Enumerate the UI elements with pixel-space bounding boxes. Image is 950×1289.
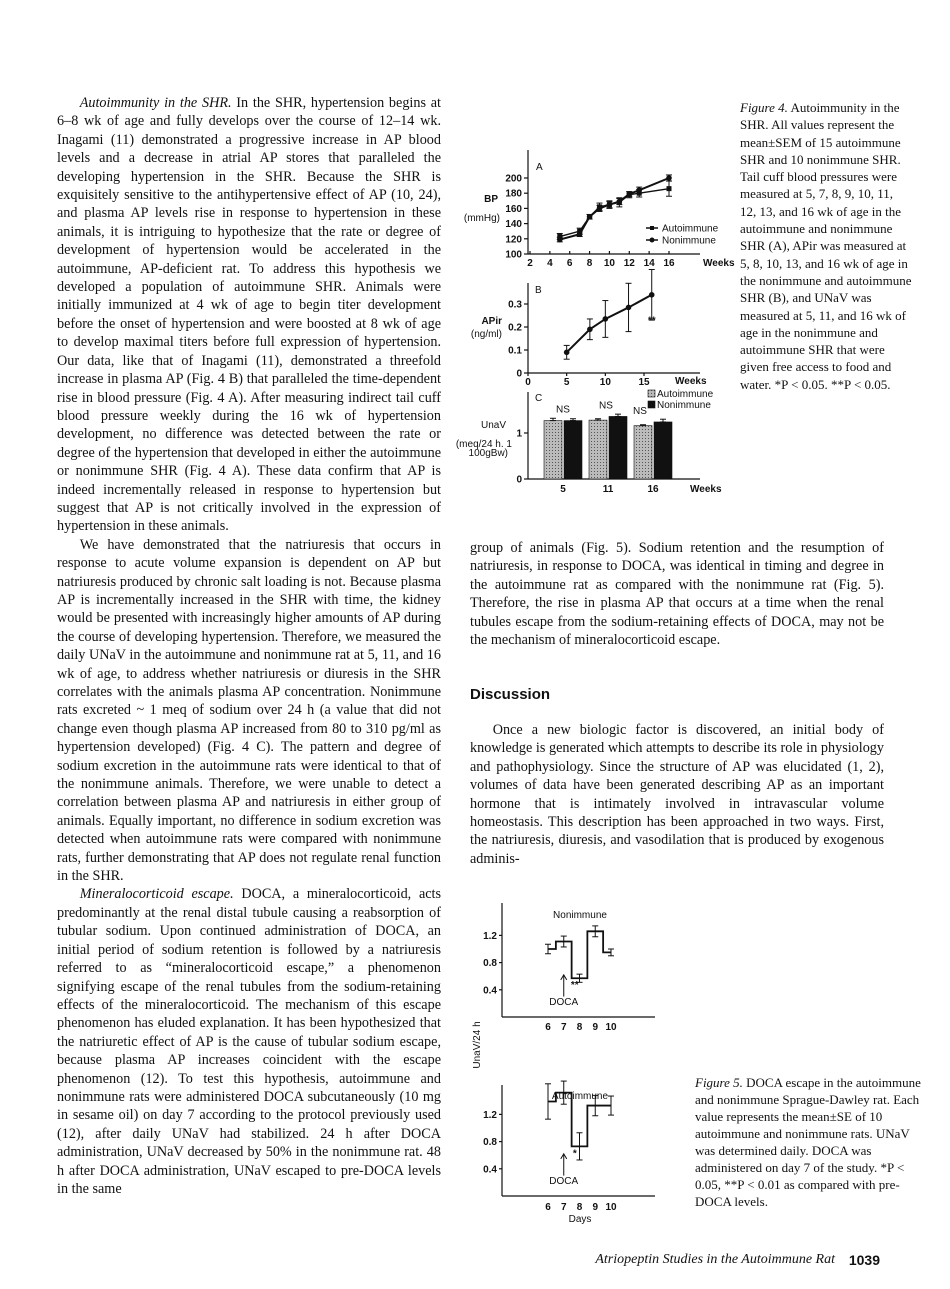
ns-label: NS — [633, 405, 647, 417]
y-tick-label: 160 — [505, 203, 522, 215]
x-axis-label: Weeks — [703, 258, 735, 269]
y-tick-label: 0.8 — [483, 1137, 497, 1149]
doca-label: DOCA — [549, 1175, 579, 1187]
y-tick-label: 0.4 — [483, 1164, 497, 1176]
fig5-nonimmune-title: Nonimmune — [553, 910, 607, 921]
x-tick-label: 16 — [663, 258, 675, 269]
x-axis-label: Weeks — [690, 484, 722, 495]
y-tick-label: 1.2 — [483, 1109, 497, 1121]
x-tick-label: 16 — [647, 484, 659, 495]
x-tick-label: 2 — [527, 258, 533, 269]
figure5-caption-text: DOCA escape in the autoimmune and nonimmune Sprague-Dawley rat. Each value represents the mean±SE of 10 autoimmune and nonimmune rats. UNaV was determined daily. DOCA was administered on day 7 of the study. *P < 0.05, **P < 0.01 as compared with pre-DOCA levels. — [695, 1075, 921, 1209]
y-axis-unit: 100gBw) — [468, 448, 508, 459]
data-point-circle — [626, 191, 632, 197]
x-axis-label: Weeks — [675, 376, 707, 387]
legend-label-autoimmune: Autoimmune — [662, 223, 719, 235]
paragraph-text: DOCA, a mineralocorticoid, acts predominantly at the renal distal tubule causing a reabsorption of tubular sodium. Upon continued administration of DOCA, an initial period of sodium retention is followed by a natriuresis referred to as “mineralocorticoid escape,” a phenomenon signifying escape of the renal tubules from the sodium-retaining effects of the mineralocorticoid. The mechanism of this escape phenomenon has eluded explanation. It has been hypothesized that the natriuretic effect of AP is the cause of tubular sodium escape, because plasma AP increases coincident with the escape phenomenon (12). To test this hypothesis, autoimmune and nonimmune rats were administered DOCA subcutaneously (10 mg in sesame oil) on day 7 according to the protocol previously used (12), after daily UNaV had stabilized. 24 h after DOCA administration, UNaV decreased by 50% in the nonimmune rat. 48 h after DOCA administration, UNaV escaped to pre-DOCA levels in the same — [57, 886, 442, 1197]
x-tick-label: 14 — [643, 258, 655, 269]
section-heading-autoimmunity: Autoimmunity in the SHR. — [79, 95, 232, 111]
data-point-circle — [617, 199, 623, 205]
y-axis-unit: (ng/ml) — [470, 329, 502, 340]
x-tick-label: 9 — [592, 1022, 599, 1033]
data-point-circle — [587, 214, 593, 220]
y-tick-label: 0 — [516, 368, 522, 380]
bar-nonimmune — [654, 422, 672, 479]
x-tick-label: 12 — [623, 258, 635, 269]
legend-swatch-autoimmune — [648, 390, 655, 397]
x-tick-label: 6 — [545, 1202, 551, 1213]
data-point-circle — [636, 187, 642, 193]
x-tick-label: 7 — [560, 1022, 567, 1033]
x-tick-label: 9 — [592, 1202, 599, 1213]
discussion-heading: Discussion — [470, 686, 551, 703]
fig5-autoimmune-title: Autoimmune — [551, 1091, 609, 1102]
legend-swatch-nonimmune — [648, 401, 655, 408]
y-tick-label: 100 — [505, 249, 522, 261]
bar-nonimmune — [609, 416, 627, 479]
y-tick-label: 180 — [505, 188, 522, 200]
x-tick-label: 5 — [560, 484, 566, 495]
y-axis-unit: (mmHg) — [463, 213, 500, 224]
bar-autoimmune — [589, 420, 607, 479]
x-tick-label: 10 — [605, 1202, 617, 1213]
data-point-circle — [557, 237, 563, 243]
data-point — [564, 350, 570, 356]
paragraph-continuation: group of animals (Fig. 5). Sodium retention and the resumption of natriuresis, in response to DOCA, was identical in timing and degree in the autoimmune rat as compared with the nonimmune rat (Fig. 5). Therefore, the rise in plasma AP that occurs at a time when the renal tubules escape from the sodium-retaining effects of DOCA, may not be the mechanism of mineralocorticoid escape. — [470, 540, 884, 649]
x-tick-label: 8 — [586, 258, 593, 269]
y-tick-label: 0.2 — [508, 322, 522, 334]
x-tick-label: 11 — [602, 484, 614, 495]
x-tick-label: 7 — [560, 1202, 567, 1213]
section-heading-mineralocorticoid: Mineralocorticoid escape. — [79, 886, 234, 903]
y-tick-label: 0.1 — [508, 345, 522, 357]
paragraph-natriuresis: We have demonstrated that the natriuresis that occurs in response to acute volume expansion is dependent on AP but natriuresis produced by chronic salt loading is not. Because plasma AP is incrementally increased in the SHR with time, the kidney would be presented with increasingly higher amounts of AP during the course of developing hypertension. Therefore, we measured the daily UNaV in the autoimmune and nonimmune rat at 5, 11, and 16 wk of age, to address whether natriuresis or diuresis in the SHR correlates with the animals plasma AP concentration. Nonimmune rats excreted ~ 1 meq of sodium over 24 h (a value that did not change even though plasma AP increased from 80 to 310 pg/ml as hypertension developed) (Fig. 4 C). The pattern and degree of sodium excretion in the autoimmune rats were identical to that of the nonimmune animals. Therefore, we were unable to detect a correlation between plasma AP and natriuresis in either group of animals. Equally important, no difference in sodium excretion was detected when autoimmune rats were compared with nonimmune rats, further demonstrating that AP does not regulate renal function in the SHR. — [57, 536, 441, 885]
data-point — [603, 316, 609, 322]
data-point — [626, 305, 632, 311]
y-axis-label: APir — [481, 316, 502, 327]
x-tick-label: 10 — [605, 1022, 617, 1033]
significance-marker: ** — [570, 980, 579, 992]
y-axis-unit: (meq/24 h. 1 — [455, 439, 512, 450]
data-point-circle — [597, 206, 603, 212]
y-tick-label: 0.4 — [483, 985, 497, 997]
ns-label: NS — [556, 404, 570, 416]
panel-label-c: C — [535, 393, 543, 404]
x-tick-label: 10 — [599, 377, 611, 388]
legend-label-autoimmune: Autoimmune — [657, 389, 714, 400]
data-point-circle — [666, 175, 672, 181]
series-line-apir — [567, 295, 652, 353]
x-tick-label: 5 — [563, 377, 570, 388]
bar-autoimmune — [634, 426, 652, 479]
figure4-label: Figure 4. — [740, 100, 788, 115]
series-line-nonimmune — [560, 178, 669, 240]
figure4-caption-text: Autoimmunity in the SHR. All values represent the mean±SEM of 15 autoimmune SHR and 10 nonimmune SHR. Tail cuff blood pressures were measured at 5, 7, 8, 9, 10, 11, 12, 13, and 16 wk of age in the autoimmune and nonimmune SHR (A), APir was measured at 5, 8, 10, 13, and 16 wk of age in the nonimmune and autoimmune SHR (B), and UNaV was measured at 5, 11, and 16 wk of age in the nonimmune and autoimmune SHR that were given free access to food and water. *P < 0.05. **P < 0.05. — [740, 100, 912, 392]
data-point-circle — [607, 202, 613, 208]
significance-marker: ** — [647, 315, 656, 327]
y-axis-label: UnaV/24 h — [472, 1021, 483, 1069]
x-tick-label: 4 — [547, 258, 553, 269]
x-tick-label: 8 — [576, 1202, 583, 1213]
legend-marker-circle — [650, 238, 655, 243]
paragraph-text: In the SHR, hypertension begins at 6–8 wk of age and fully develops over the course of 12–14 wk. Inagami (11) demonstrated a progressive increase in AP blood levels and a decrease in atrial AP stores that paralleled the developing hypertension in the SHR. Because the SHR is exquisitely sensitive to the antihypertensive effect of AP (10, 24), and plasma AP levels rise in response to hypertension in these animals, it is intriguing to hypothesize that the rate or degree of development of hypertension would be accelerated in the autoimmune, AP-deficient rat. To address this hypothesis we developed a population of autoimmune SHR. Animals were initially immunized at 4 wk of age to begin titer development before the onset of hypertension and were boosted at 8 wk of age to develop maximal titers before full expression of hypertension. Our data, like that of Inagami (11), demonstrated a threefold increase in plasma AP (Fig. 4 B) that paralleled the time-dependent rise in blood pressure (Fig. 4 A). After measuring indirect tail cuff blood pressure weekly during the 16 wk of hypertension development, no difference was detected between the rate or degree of the hypertension that developed in either the autoimmune or nonimmune SHR (Fig. 4 A). These data confirm that AP is indeed incrementally released in response to hypertension but suggest that AP is not critically involved in the expression of hypertension in these animals. — [57, 95, 441, 535]
y-tick-label: 120 — [505, 234, 522, 246]
x-tick-label: 6 — [545, 1022, 551, 1033]
data-point — [649, 292, 655, 298]
y-tick-label: 0.3 — [508, 299, 522, 311]
y-tick-label: 0 — [516, 474, 522, 486]
running-title: Atriopeptin Studies in the Autoimmune Rat — [595, 1252, 835, 1267]
y-axis-label: UnaV — [480, 420, 506, 431]
paragraph-discussion: Once a new biologic factor is discovered, an initial body of knowledge is generated which attempts to describe its role in physiology and pathophysiology. Since the structure of AP was elucidated (1, 2), volumes of data have been generated describing AP as an important hormone that is intimately involved in intravascular volume homeostasis. This description has been approached in two ways. First, the natriuresis, diuresis, and vasodilation that is produced by exogenous adminis- — [470, 722, 884, 867]
data-point-circle — [577, 231, 583, 237]
y-tick-label: 200 — [505, 173, 522, 185]
x-tick-label: 15 — [638, 377, 650, 388]
y-tick-label: 0.8 — [483, 958, 497, 970]
data-point — [587, 327, 593, 333]
panel-label-b: B — [535, 285, 542, 296]
fig5-nonimmune-step-line — [548, 931, 611, 978]
page-number: 1039 — [848, 1252, 880, 1268]
x-tick-label: 8 — [576, 1022, 583, 1033]
y-axis-label: BP — [484, 194, 498, 205]
panel-label-a: A — [536, 162, 543, 173]
legend-marker-square — [650, 226, 654, 230]
x-axis-label: Days — [568, 1214, 592, 1225]
doca-label: DOCA — [549, 996, 579, 1008]
ns-label: NS — [599, 400, 613, 412]
bar-autoimmune — [544, 421, 562, 479]
y-tick-label: 1 — [516, 428, 522, 440]
data-point-square — [667, 186, 672, 191]
bar-nonimmune — [564, 421, 582, 479]
figure5-label: Figure 5. — [695, 1075, 743, 1090]
y-tick-label: 1.2 — [483, 930, 497, 942]
x-tick-label: 6 — [566, 258, 573, 269]
legend-label-nonimmune: Nonimmune — [657, 400, 711, 411]
legend-label-nonimmune: Nonimmune — [662, 235, 716, 247]
x-tick-label: 10 — [603, 258, 615, 269]
y-tick-label: 140 — [505, 219, 522, 231]
significance-marker: * — [572, 1148, 577, 1160]
x-tick-label: 0 — [525, 377, 531, 388]
